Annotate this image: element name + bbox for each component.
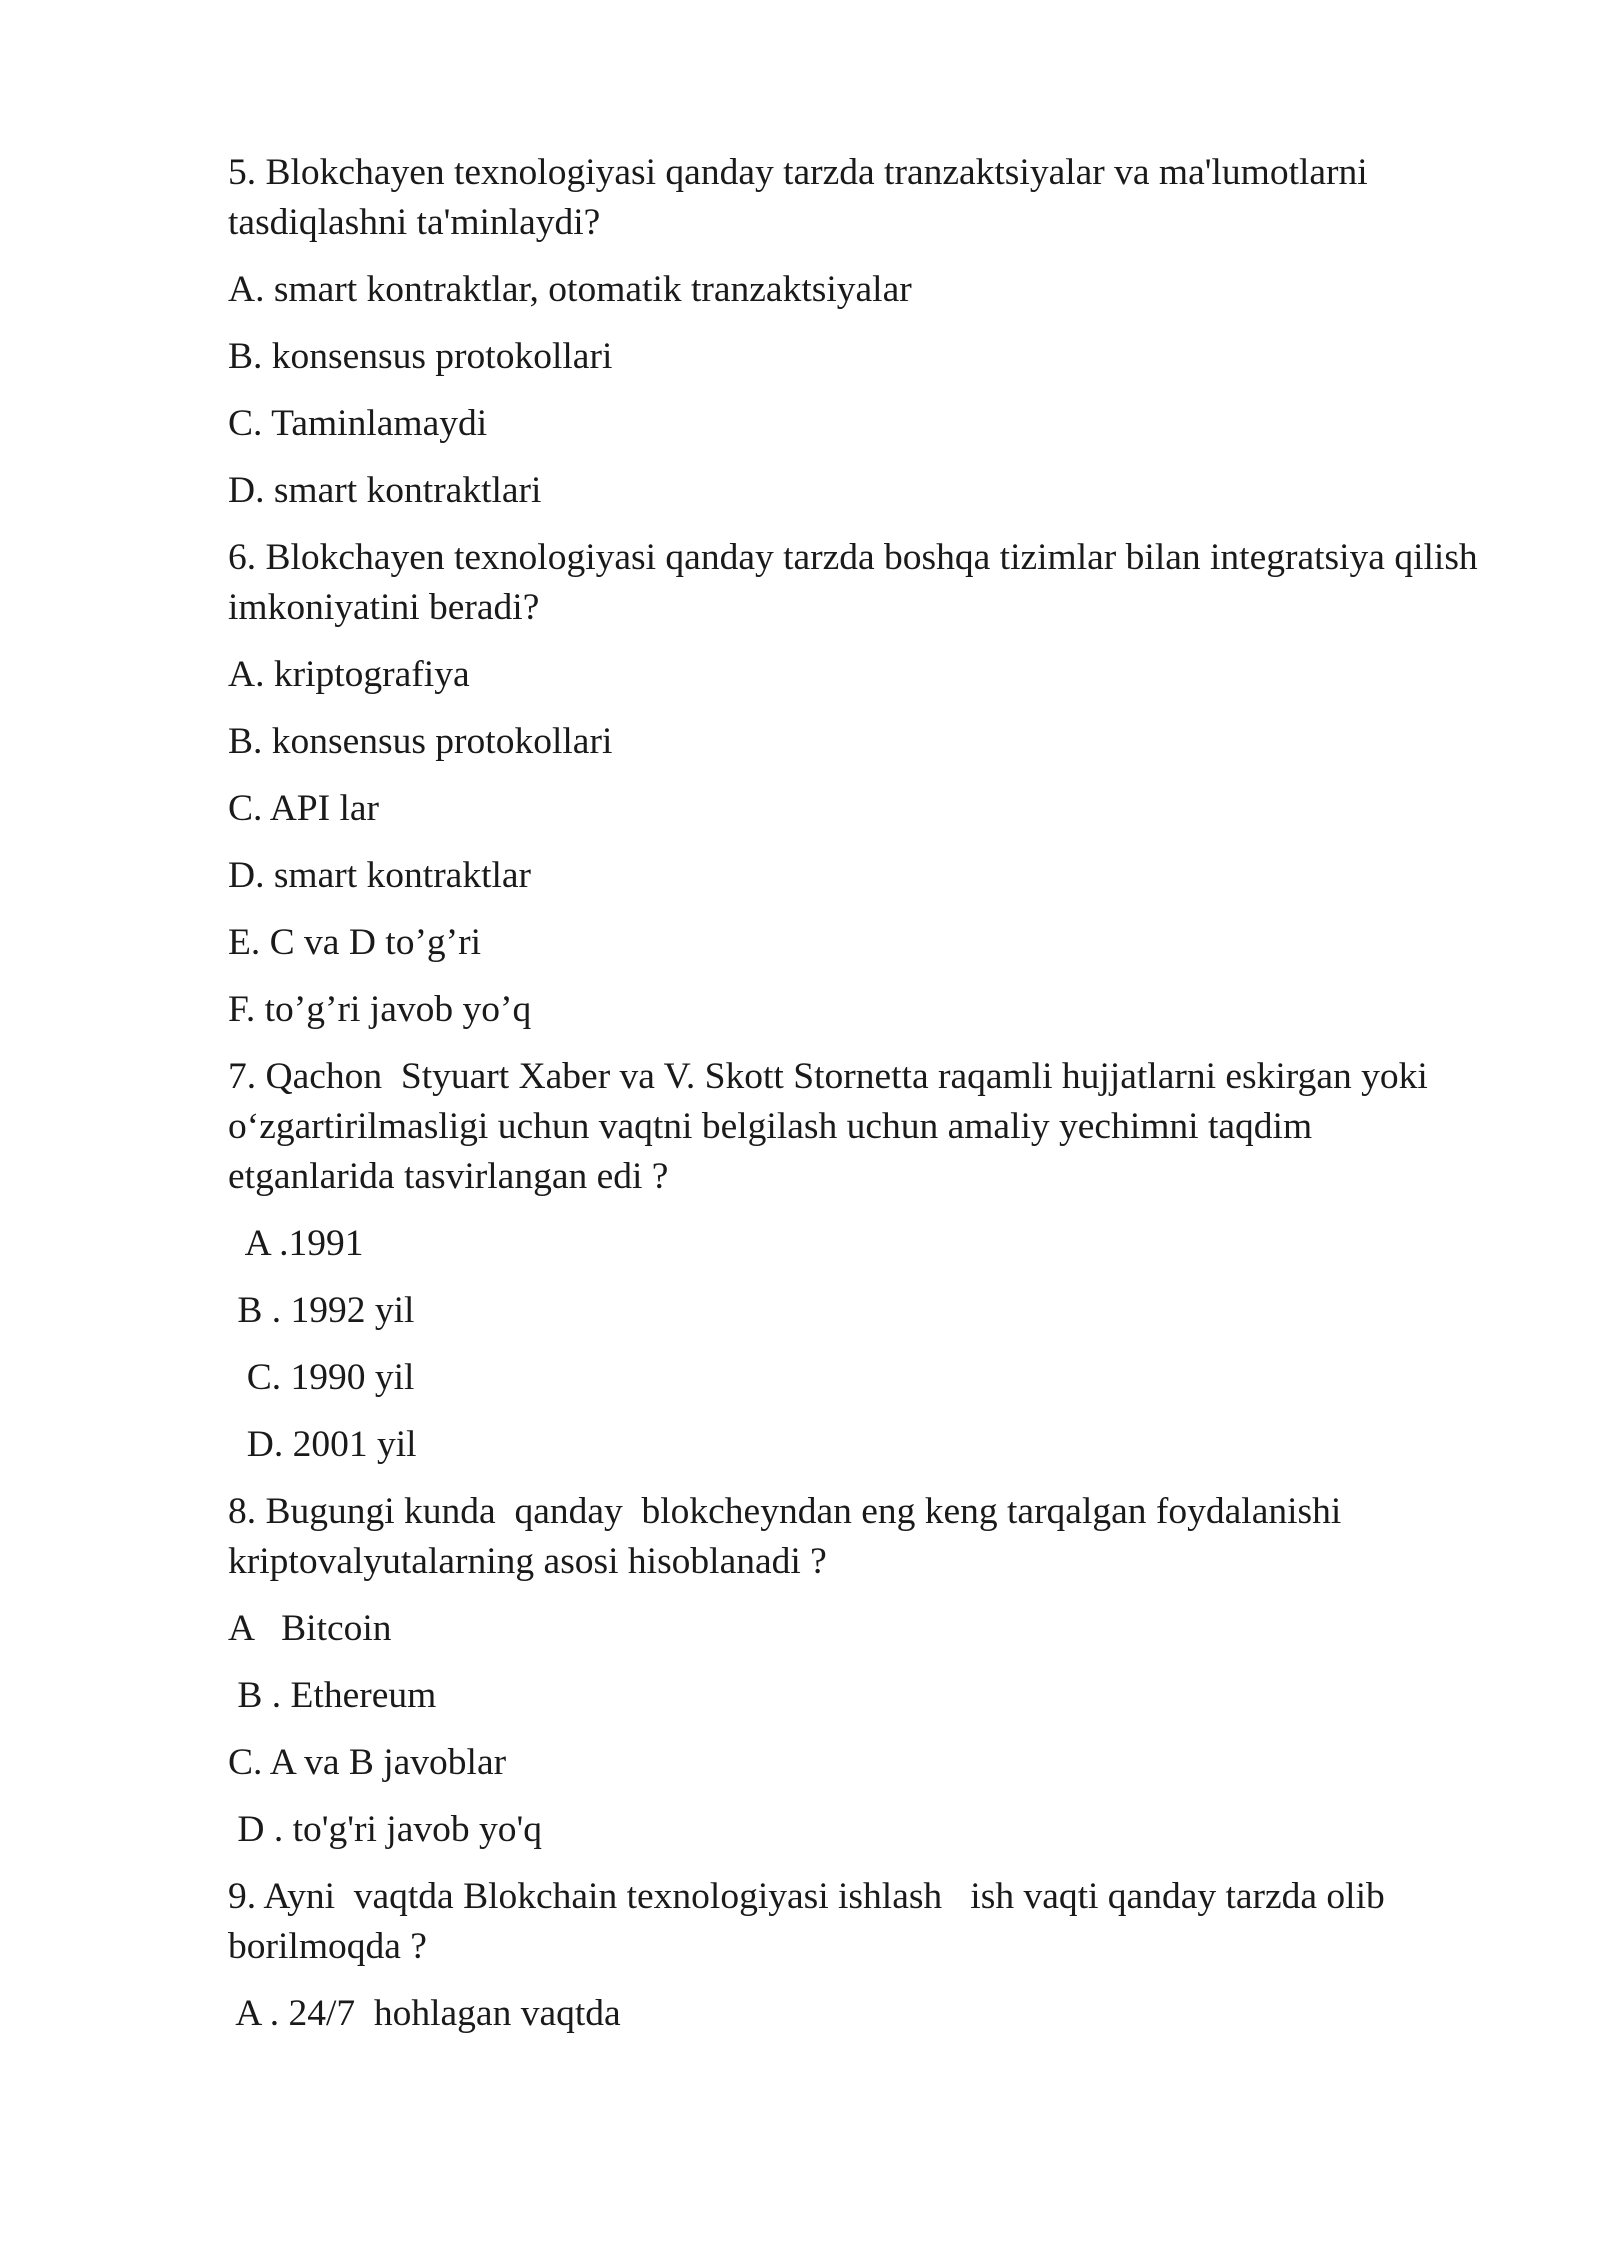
option-paragraph — [228, 1738, 1540, 1788]
option-paragraph — [228, 1805, 1540, 1855]
question-line: tasdiqlashni ta'minlaydi? — [228, 202, 601, 243]
option-paragraph — [228, 985, 1540, 1035]
option-paragraph — [228, 1671, 1540, 1721]
question-paragraph — [228, 1872, 1540, 1972]
option-line: D. smart kontraktlar — [228, 855, 532, 896]
question-paragraph — [228, 148, 1540, 248]
option-line: A. kriptografiya — [228, 654, 470, 695]
question-line: borilmoqda ? — [228, 1926, 427, 1967]
option-line: B. konsensus protokollari — [228, 721, 613, 762]
option-paragraph — [228, 717, 1540, 767]
question-line: 5. Blokchayen texnologiyasi qanday tarzda tranzaktsiyalar va ma'lumotlarni — [228, 152, 1368, 193]
option-paragraph — [228, 332, 1540, 382]
option-paragraph — [228, 784, 1540, 834]
option-paragraph — [228, 1989, 1540, 2039]
question-line: 6. Blokchayen texnologiyasi qanday tarzda boshqa tizimlar bilan integratsiya qilish — [228, 537, 1478, 578]
option-paragraph — [228, 399, 1540, 449]
option-line: B . 1992 yil — [228, 1290, 415, 1331]
option-paragraph — [228, 650, 1540, 700]
option-paragraph — [228, 265, 1540, 315]
question-line: 7. Qachon Styuart Xaber va V. Skott Stornetta raqamli hujjatlarni eskirgan yoki — [228, 1056, 1428, 1097]
option-line: D . to'g'ri javob yo'q — [228, 1809, 542, 1850]
option-line: C. Taminlamaydi — [228, 403, 488, 444]
option-line: B . Ethereum — [228, 1675, 437, 1716]
option-paragraph — [228, 1353, 1540, 1403]
option-paragraph — [228, 466, 1540, 516]
option-line: A . 24/7 hohlagan vaqtda — [228, 1993, 621, 2034]
question-list — [228, 148, 1540, 2039]
option-line: C. A va B javoblar — [228, 1742, 507, 1783]
option-paragraph — [228, 1420, 1540, 1470]
question-line: oʻzgartirilmasligi uchun vaqtni belgilash uchun amaliy yechimni taqdim — [228, 1106, 1313, 1147]
option-paragraph — [228, 1286, 1540, 1336]
option-line: F. to’g’ri javob yo’q — [228, 989, 532, 1030]
option-line: D. smart kontraktlari — [228, 470, 542, 511]
option-paragraph — [228, 1604, 1540, 1654]
question-line: 9. Ayni vaqtda Blokchain texnologiyasi ishlash ish vaqti qanday tarzda olib — [228, 1876, 1385, 1917]
question-line: etganlarida tasvirlangan edi ? — [228, 1156, 669, 1197]
question-line: 8. Bugungi kunda qanday blokcheyndan eng keng tarqalgan foydalanishi — [228, 1491, 1342, 1532]
question-paragraph — [228, 1487, 1540, 1587]
option-line: A. smart kontraktlar, otomatik tranzaktsiyalar — [228, 269, 912, 310]
question-line: kriptovalyutalarning asosi hisoblanadi ? — [228, 1541, 827, 1582]
option-paragraph — [228, 851, 1540, 901]
option-line: E. C va D to’g’ri — [228, 922, 482, 963]
option-line: B. konsensus protokollari — [228, 336, 613, 377]
question-line: imkoniyatini beradi? — [228, 587, 540, 628]
question-paragraph — [228, 533, 1540, 633]
option-line: A Bitcoin — [228, 1608, 392, 1649]
option-paragraph — [228, 918, 1540, 968]
option-paragraph — [228, 1219, 1540, 1269]
option-line: A .1991 — [228, 1223, 364, 1264]
option-line: D. 2001 yil — [228, 1424, 417, 1465]
option-line: C. 1990 yil — [228, 1357, 415, 1398]
question-paragraph — [228, 1052, 1540, 1202]
option-line: C. API lar — [228, 788, 380, 829]
